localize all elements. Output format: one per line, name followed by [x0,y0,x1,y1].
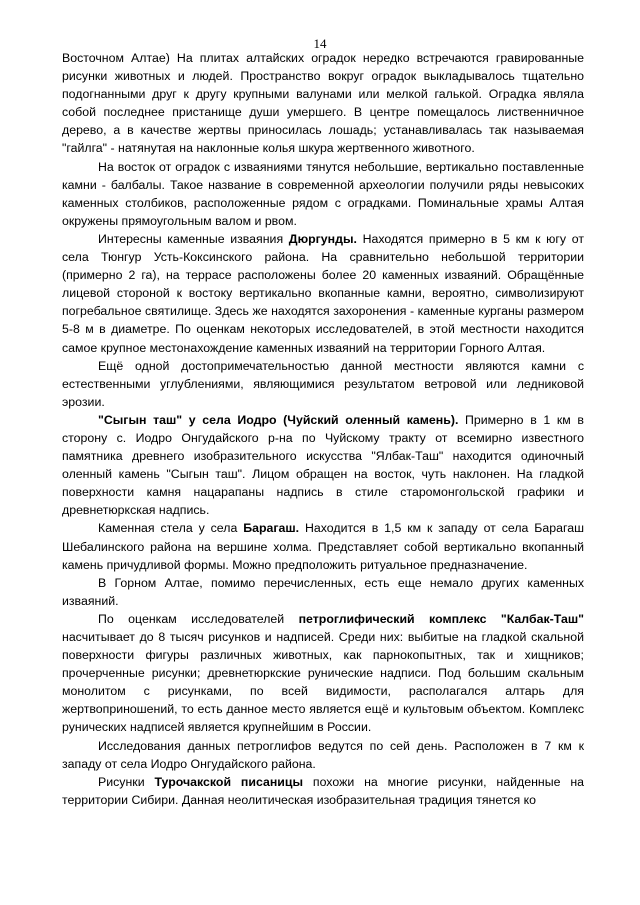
paragraph [62,574,584,610]
bold-text-run: "Сыгын таш" у села Иодро (Чуйский оленный камень). [98,412,459,427]
document-body [62,49,584,809]
page-number: 14 [313,36,327,51]
text-run: Интересны каменные изваяния [98,231,289,246]
paragraph [62,357,584,411]
paragraph [62,610,584,737]
text-run: насчитывает до 8 тысяч рисунков и надписей. Среди них: выбитые на гладкой скальной поверхности фигуры различных животных, как парнокопытных, так и хищников; прочерченные рисунки; древнетюркские рунические надписи. Под большим скальным монолитом с рисунками, по всей видимости, располагался алтарь для жертвоприношений, то есть данное место является ещё и культовым объектом. Комплекс рунических надписей является крупнейшим в России. [62,630,584,735]
text-run: Примерно в 1 км в сторону с. Иодро Онгудайского р-на по Чуйскому тракту от всемирно известного памятника древнего изобразительного искусства "Ялбак-Таш" находится одиночный оленный камень "Сыгын таш". Лицом обращен на восток, чуть наклонен. На гладкой поверхности камня нацарапаны надпись в стиле старомонгольской графики и древнетюркская надпись. [62,412,584,518]
text-run: Рисунки [98,774,155,789]
paragraph [62,230,584,357]
text-run: На восток от оградок с изваяниями тянутся небольшие, вертикально поставленные камни - балбалы. Такое название в современной археологии получили ряды невысоких каменных столбиков, расположенные рядом с оградками. Поминальные храмы Алтая окружены прямоугольным валом и рвом. [62,159,584,228]
text-run: Восточном Алтае) На плитах алтайских оградок нередко встречаются гравированные рисунки животных и людей. Пространство вокруг оградок выкладывалось тщательно подогнанными друг к другу крупными валунами или мелкой галькой. Оградка являла собой последнее пристанище души умершего. В центре помещалось лиственничное дерево, а в качестве жертвы приносилась лошадь; устанавливалась так называемая "гайлга" - натянутая на наклонные колья шкура жертвенного животного. [62,51,584,156]
paragraph [62,49,584,158]
text-run: Каменная стела у села [98,521,244,536]
text-run: По оценкам исследователей [98,611,299,626]
paragraph [62,411,584,520]
bold-text-run: Дюргунды. [288,231,357,246]
text-run: Исследования данных петроглифов ведутся по сей день. Расположен в 7 км к западу от села Иодро Онгудайского района. [62,738,584,771]
text-run: Ещё одной достопримечательностью данной местности являются камни с естественными углублениями, являющимися результатом ветровой или ледниковой эрозии. [62,358,584,409]
bold-text-run: Турочакской писаницы [154,774,304,789]
paragraph [62,773,584,809]
bold-text-run: Барагаш. [243,521,300,536]
text-run: В Горном Алтае, помимо перечисленных, есть еще немало других каменных изваяний. [62,575,584,608]
text-run: Находится в 1,5 км к западу от села Барагаш Шебалинского района на вершине холма. Представляет собой вертикально вкопанный камень причудливой формы. Можно предположить ритуальное предназначение. [62,521,584,572]
paragraph [62,158,584,230]
paragraph [62,519,584,573]
bold-text-run: петроглифический комплекс "Калбак-Таш" [298,611,584,626]
text-run: похожи на многие рисунки, найденные на территории Сибири. Данная неолитическая изобразительная традиция тянется ко [62,774,584,807]
text-run: Находятся примерно в 5 км к югу от села Тюнгур Усть-Коксинского района. На сравнительно небольшой территории (примерно 2 га), на террасе расположены более 20 каменных изваяний. Обращённые лицевой стороной к востоку вертикально вкопанные камни, вероятно, символизируют погребальное святилище. Здесь же находятся захоронения - каменные курганы размером 5-8 м в диаметре. По оценкам некоторых исследователей, в этой местности находится самое крупное местонахождение каменных изваяний на территории Горного Алтая. [62,231,584,355]
paragraph [62,737,584,773]
